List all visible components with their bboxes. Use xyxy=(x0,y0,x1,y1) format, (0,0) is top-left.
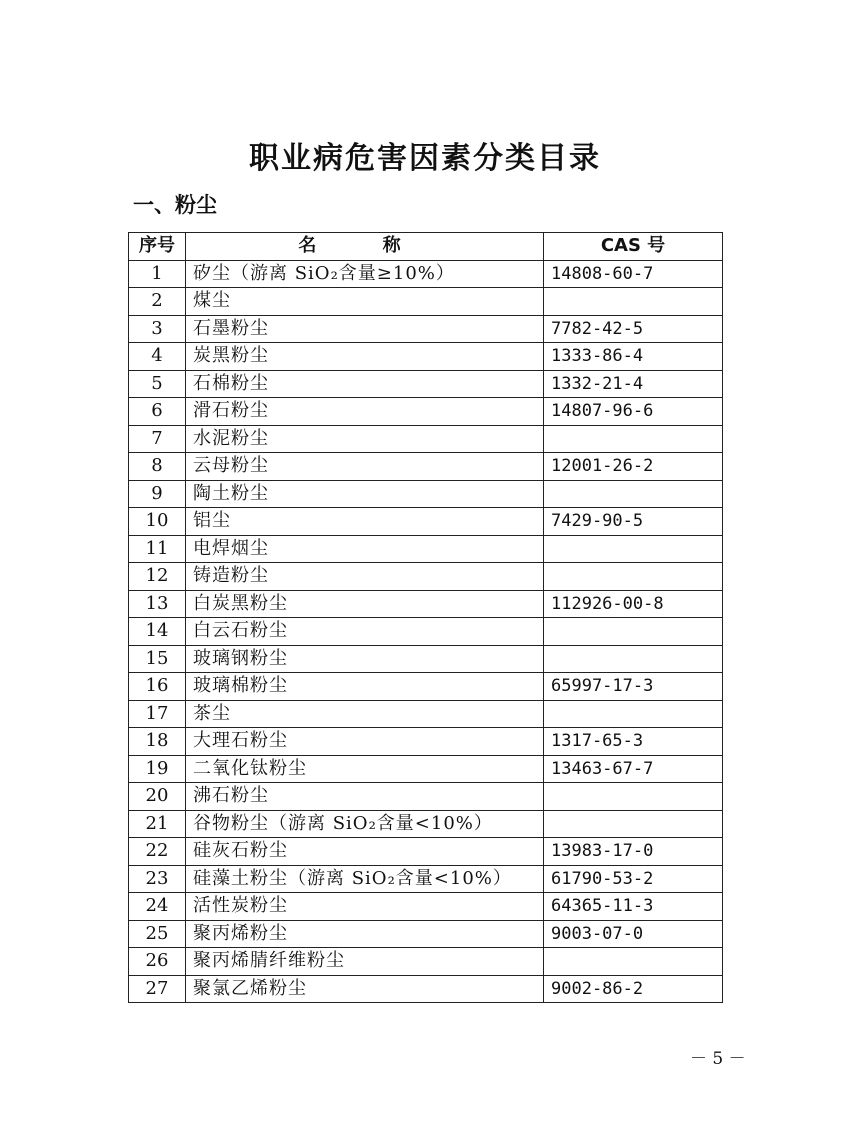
table-row xyxy=(129,260,723,288)
header-cas-number: CAS 号 xyxy=(544,233,723,261)
row-cas-number xyxy=(544,288,723,316)
row-serial-number: 26 xyxy=(129,948,186,976)
table-row xyxy=(129,508,723,536)
table-row xyxy=(129,783,723,811)
row-name: 煤尘 xyxy=(186,288,544,316)
row-serial-number: 6 xyxy=(129,398,186,426)
row-cas-number: 64365-11-3 xyxy=(544,893,723,921)
row-name: 铸造粉尘 xyxy=(186,563,544,591)
row-cas-number: 14807-96-6 xyxy=(544,398,723,426)
row-cas-number xyxy=(544,480,723,508)
header-name: 名 称 xyxy=(186,233,544,261)
table-row xyxy=(129,288,723,316)
row-cas-number: 13463-67-7 xyxy=(544,755,723,783)
table-row xyxy=(129,590,723,618)
row-serial-number: 3 xyxy=(129,315,186,343)
dust-category-table xyxy=(128,232,723,1003)
row-name: 白云石粉尘 xyxy=(186,618,544,646)
row-name: 二氧化钛粉尘 xyxy=(186,755,544,783)
row-cas-number xyxy=(544,563,723,591)
row-cas-number: 12001-26-2 xyxy=(544,453,723,481)
table-row xyxy=(129,810,723,838)
table-row xyxy=(129,398,723,426)
table-row xyxy=(129,700,723,728)
row-cas-number: 65997-17-3 xyxy=(544,673,723,701)
row-cas-number: 14808-60-7 xyxy=(544,260,723,288)
row-name: 铝尘 xyxy=(186,508,544,536)
document-title: 职业病危害因素分类目录 xyxy=(249,141,601,176)
row-serial-number: 1 xyxy=(129,260,186,288)
row-cas-number xyxy=(544,618,723,646)
row-name: 硅藻土粉尘（游离 SiO₂含量<10%） xyxy=(186,865,544,893)
row-name: 聚氯乙烯粉尘 xyxy=(186,975,544,1003)
row-name: 玻璃棉粉尘 xyxy=(186,673,544,701)
row-name: 活性炭粉尘 xyxy=(186,893,544,921)
row-serial-number: 24 xyxy=(129,893,186,921)
table-row xyxy=(129,535,723,563)
row-cas-number: 1332-21-4 xyxy=(544,370,723,398)
row-cas-number xyxy=(544,535,723,563)
row-cas-number xyxy=(544,425,723,453)
row-serial-number: 4 xyxy=(129,343,186,371)
row-name: 白炭黑粉尘 xyxy=(186,590,544,618)
table-row xyxy=(129,480,723,508)
row-serial-number: 20 xyxy=(129,783,186,811)
page-number: － 5 － xyxy=(690,1049,746,1069)
row-cas-number xyxy=(544,783,723,811)
table-row xyxy=(129,453,723,481)
row-serial-number: 23 xyxy=(129,865,186,893)
row-serial-number: 17 xyxy=(129,700,186,728)
table-row xyxy=(129,645,723,673)
row-name: 大理石粉尘 xyxy=(186,728,544,756)
row-cas-number: 9003-07-0 xyxy=(544,920,723,948)
row-serial-number: 15 xyxy=(129,645,186,673)
row-serial-number: 12 xyxy=(129,563,186,591)
row-name: 云母粉尘 xyxy=(186,453,544,481)
row-name: 炭黑粉尘 xyxy=(186,343,544,371)
row-cas-number xyxy=(544,810,723,838)
row-name: 沸石粉尘 xyxy=(186,783,544,811)
table-row xyxy=(129,920,723,948)
table-row xyxy=(129,563,723,591)
row-serial-number: 2 xyxy=(129,288,186,316)
row-serial-number: 8 xyxy=(129,453,186,481)
row-name: 硅灰石粉尘 xyxy=(186,838,544,866)
row-cas-number xyxy=(544,948,723,976)
row-name: 电焊烟尘 xyxy=(186,535,544,563)
row-cas-number: 1333-86-4 xyxy=(544,343,723,371)
row-serial-number: 11 xyxy=(129,535,186,563)
table-row xyxy=(129,343,723,371)
row-serial-number: 16 xyxy=(129,673,186,701)
row-serial-number: 14 xyxy=(129,618,186,646)
table-row xyxy=(129,755,723,783)
row-serial-number: 27 xyxy=(129,975,186,1003)
row-serial-number: 21 xyxy=(129,810,186,838)
table-row xyxy=(129,673,723,701)
row-serial-number: 5 xyxy=(129,370,186,398)
row-cas-number: 9002-86-2 xyxy=(544,975,723,1003)
table-header-row xyxy=(129,233,723,261)
table-row xyxy=(129,315,723,343)
row-cas-number: 7782-42-5 xyxy=(544,315,723,343)
row-cas-number: 7429-90-5 xyxy=(544,508,723,536)
row-serial-number: 13 xyxy=(129,590,186,618)
row-serial-number: 22 xyxy=(129,838,186,866)
row-cas-number: 112926-00-8 xyxy=(544,590,723,618)
row-serial-number: 10 xyxy=(129,508,186,536)
table-row xyxy=(129,425,723,453)
row-serial-number: 7 xyxy=(129,425,186,453)
row-serial-number: 9 xyxy=(129,480,186,508)
row-name: 石墨粉尘 xyxy=(186,315,544,343)
row-name: 陶土粉尘 xyxy=(186,480,544,508)
row-serial-number: 19 xyxy=(129,755,186,783)
row-cas-number: 61790-53-2 xyxy=(544,865,723,893)
table-row xyxy=(129,838,723,866)
table-row xyxy=(129,728,723,756)
table-row xyxy=(129,618,723,646)
table-row xyxy=(129,975,723,1003)
table-row xyxy=(129,948,723,976)
row-name: 谷物粉尘（游离 SiO₂含量<10%） xyxy=(186,810,544,838)
table-row xyxy=(129,370,723,398)
row-cas-number xyxy=(544,645,723,673)
row-name: 滑石粉尘 xyxy=(186,398,544,426)
row-name: 玻璃钢粉尘 xyxy=(186,645,544,673)
table-row xyxy=(129,893,723,921)
row-name: 石棉粉尘 xyxy=(186,370,544,398)
row-name: 茶尘 xyxy=(186,700,544,728)
row-name: 矽尘（游离 SiO₂含量≥10%） xyxy=(186,260,544,288)
header-serial-number: 序号 xyxy=(129,233,186,261)
row-serial-number: 18 xyxy=(129,728,186,756)
row-cas-number: 13983-17-0 xyxy=(544,838,723,866)
row-name: 聚丙烯粉尘 xyxy=(186,920,544,948)
section-heading: 一、粉尘 xyxy=(133,193,217,217)
row-cas-number: 1317-65-3 xyxy=(544,728,723,756)
row-name: 聚丙烯腈纤维粉尘 xyxy=(186,948,544,976)
table-row xyxy=(129,865,723,893)
row-cas-number xyxy=(544,700,723,728)
row-name: 水泥粉尘 xyxy=(186,425,544,453)
row-serial-number: 25 xyxy=(129,920,186,948)
